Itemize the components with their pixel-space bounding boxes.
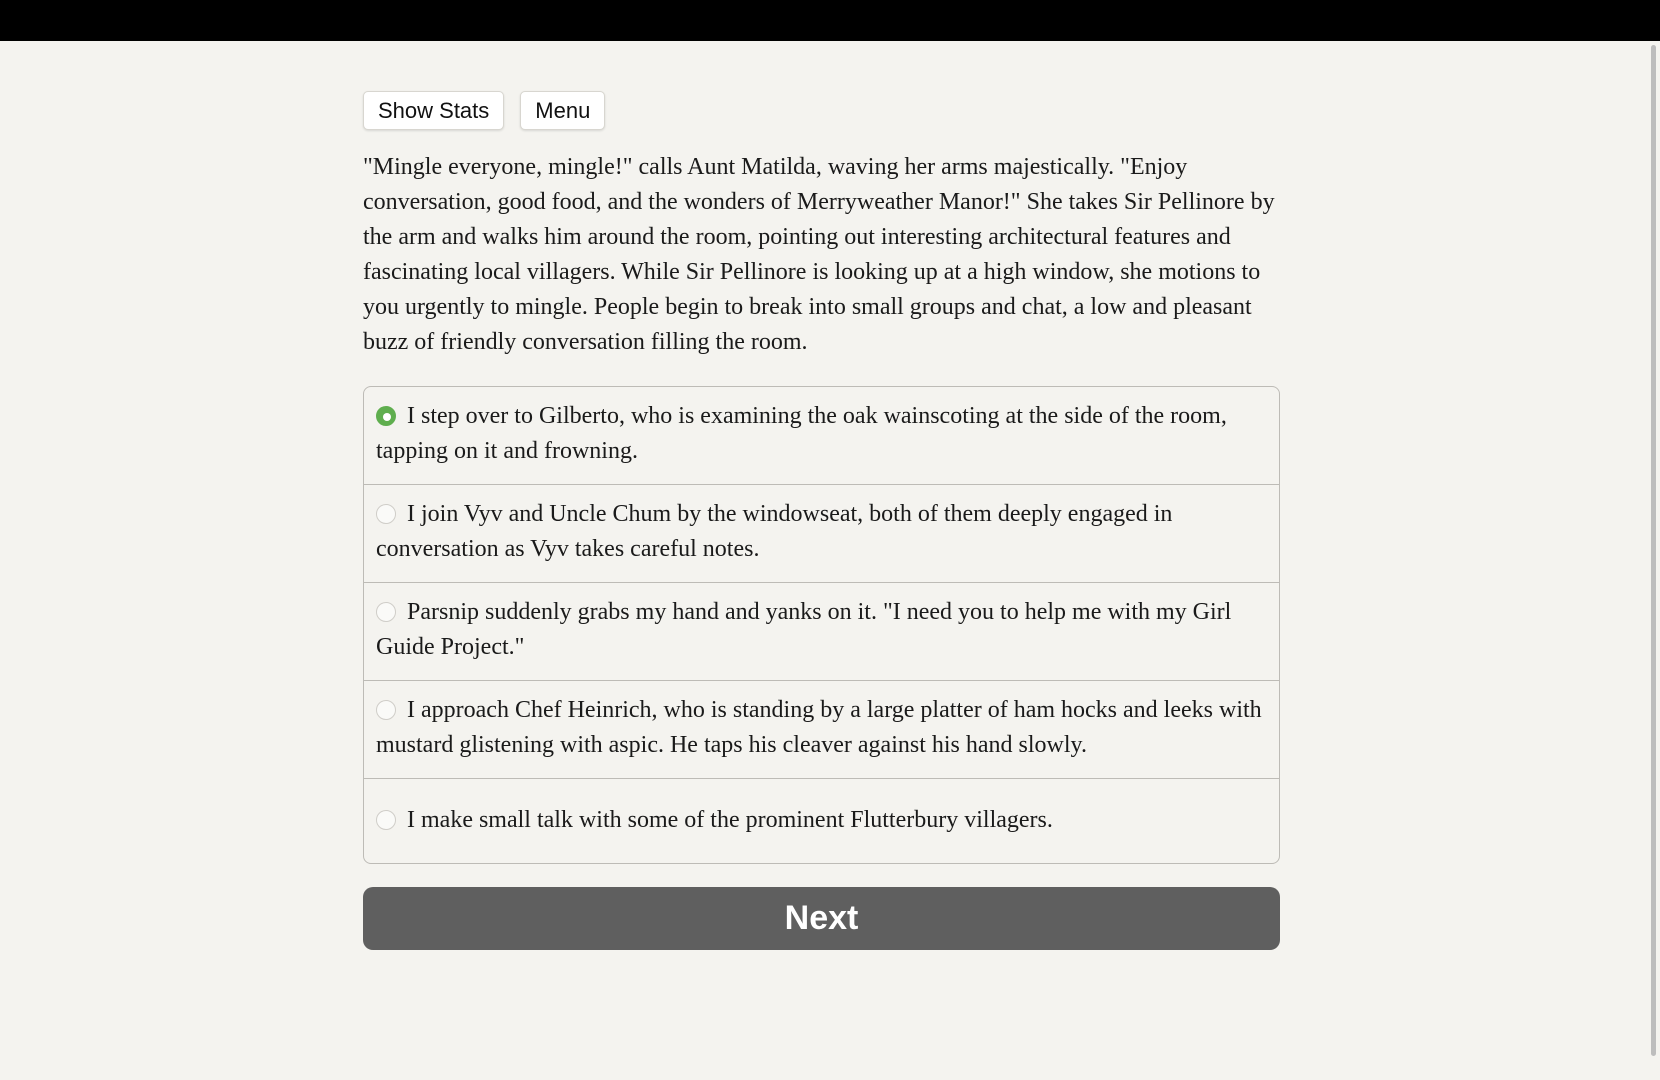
story-text: "Mingle everyone, mingle!" calls Aunt Matilda, waving her arms majestically. "Enjoy conversation, good food, and the wonders of Merryweather Manor!" She takes Sir Pellinore by the arm and walks him around the room, pointing out interesting architectural features and fascinating local villagers. While Sir Pellinore is looking up at a high window, she motions to you urgently to mingle. People begin to break into small groups and chat, a low and pleasant buzz of friendly conversation filling the room. <box>363 154 1275 355</box>
next-button[interactable]: Next <box>363 887 1280 950</box>
show-stats-button[interactable]: Show Stats <box>363 91 504 130</box>
choice-option-2[interactable] <box>364 484 1279 582</box>
toolbar <box>363 91 1280 128</box>
choice-label: I step over to Gilberto, who is examining the oak wainscoting at the side of the room, tapping on it and frowning. <box>376 403 1227 464</box>
scrollbar-thumb[interactable] <box>1651 45 1656 1056</box>
radio-icon[interactable] <box>376 700 396 720</box>
radio-icon[interactable] <box>376 602 396 622</box>
menu-button[interactable]: Menu <box>520 91 605 130</box>
radio-icon[interactable] <box>376 504 396 524</box>
choice-label: Parsnip suddenly grabs my hand and yanks on it. "I need you to help me with my Girl Guide Project." <box>376 599 1232 660</box>
choice-option-4[interactable] <box>364 680 1279 778</box>
choice-option-3[interactable] <box>364 582 1279 680</box>
radio-selected-icon[interactable] <box>376 406 396 426</box>
radio-icon[interactable] <box>376 810 396 830</box>
choice-option-5[interactable] <box>364 778 1279 863</box>
browser-top-bar <box>0 0 1660 41</box>
choice-list <box>363 386 1280 864</box>
choice-label: I join Vyv and Uncle Chum by the windowseat, both of them deeply engaged in conversation as Vyv takes careful notes. <box>376 501 1173 562</box>
choice-label: I make small talk with some of the prominent Flutterbury villagers. <box>407 807 1053 833</box>
game-page <box>363 91 1280 950</box>
choice-label: I approach Chef Heinrich, who is standing by a large platter of ham hocks and leeks with mustard glistening with aspic. He taps his cleaver against his hand slowly. <box>376 697 1262 758</box>
choice-option-1[interactable] <box>364 387 1279 484</box>
scrollbar[interactable] <box>1646 41 1660 1080</box>
